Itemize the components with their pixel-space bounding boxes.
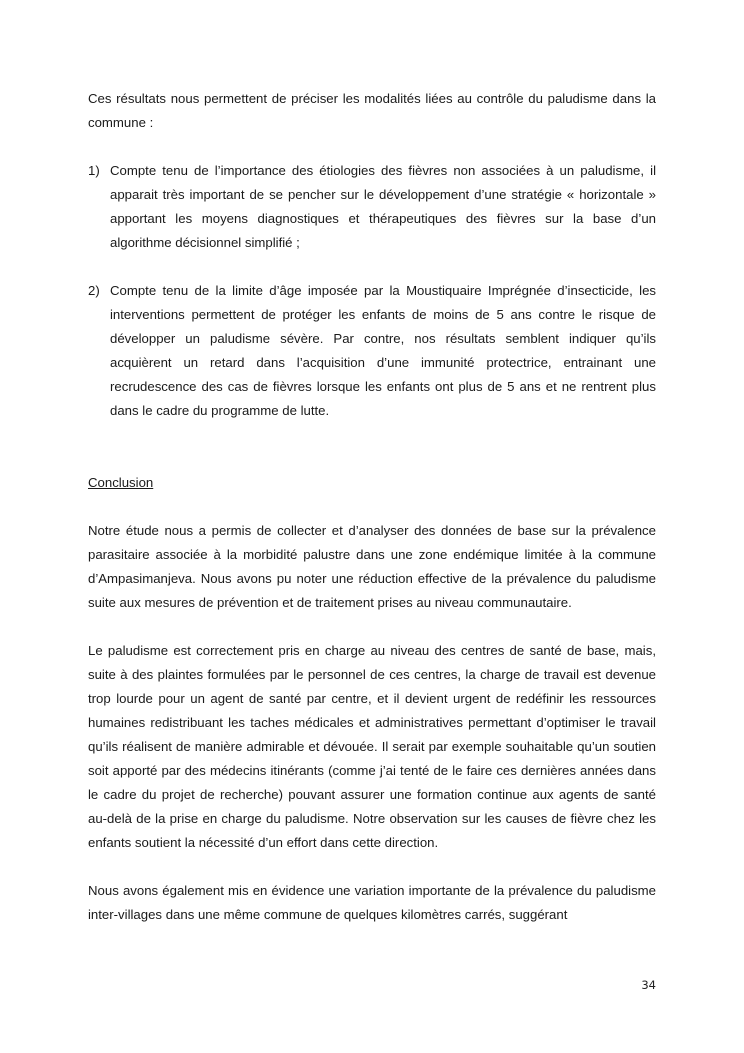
list-item-1 <box>88 159 656 255</box>
page-number: 34 <box>641 978 656 992</box>
list-number-2: 2) <box>88 283 100 298</box>
paragraph-1: Notre étude nous a permis de collecter et d’analyser des données de base sur la prévalence parasitaire associée à la morbidité palustre dans une zone endémique limitée à la commune d’Ampasimanjeva. Nous avons pu noter une réduction effective de la prévalence du paludisme suite aux mesures de prévention et de traitement prises au niveau communautaire. <box>88 523 656 610</box>
paragraph-3: Nous avons également mis en évidence une variation importante de la prévalence du paludisme inter-villages dans une même commune de quelques kilomètres carrés, suggérant <box>88 883 656 922</box>
list-number-1: 1) <box>88 163 100 178</box>
list-text-1: Compte tenu de l’importance des étiologies des fièvres non associées à un paludisme, il apparait très important de se pencher sur le développement d’une stratégie « horizontale » apportant les moyens diagnostiques et thérapeutiques des fièvres sur la base d’un algorithme décisionnel simplifié ; <box>110 163 656 250</box>
conclusion-heading: Conclusion <box>88 475 154 490</box>
list-item-2 <box>88 279 656 423</box>
paragraph-2: Le paludisme est correctement pris en charge au niveau des centres de santé de base, mais, suite à des plaintes formulées par le personnel de ces centres, la charge de travail est devenue trop lourde pour un agent de santé par centre, et il devient urgent de redéfinir les ressources humaines redistribuant les taches médicales et administratives permettant d’optimiser le travail qu’ils réalisent de manière admirable et dévouée. Il serait par exemple souhaitable qu’un soutien soit apporté par des médecins itinérants (comme j’ai tenté de le faire ces dernières années dans le cadre du projet de recherche) pouvant assurer une formation continue aux agents de santé au-delà de la prise en charge du paludisme. Notre observation sur les causes de fièvre chez les enfants soutient la nécessité d’un effort dans cette direction. <box>88 643 656 850</box>
intro-paragraph: Ces résultats nous permettent de préciser les modalités liées au contrôle du paludisme dans la commune : <box>88 91 656 130</box>
document-page <box>88 87 656 927</box>
list-text-2: Compte tenu de la limite d’âge imposée par la Moustiquaire Imprégnée d’insecticide, les interventions permettent de protéger les enfants de moins de 5 ans contre le risque de développer un paludisme sévère. Par contre, nos résultats semblent indiquer qu’ils acquièrent un retard dans l’acquisition d’une immunité protectrice, entrainant une recrudescence des cas de fièvres lorsque les enfants ont plus de 5 ans et ne rentrent plus dans le cadre du programme de lutte. <box>110 283 656 418</box>
